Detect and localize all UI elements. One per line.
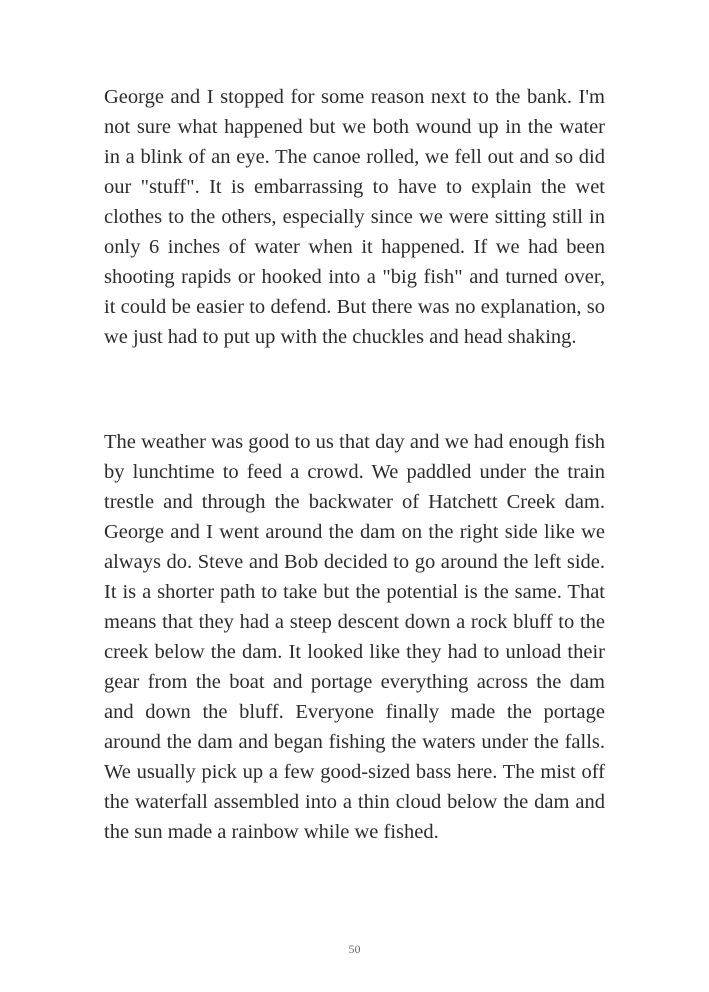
body-paragraph-1: George and I stopped for some reason next to the bank. I'm not sure what happened but we both wound up in the water in a blink of an eye. The canoe rolled, we fell out and so did our "stuff". It is embarrassing to have to explain the wet clothes to the others, especially since we were sitting still in only 6 inches of water when it happened. If we had been shooting rapids or hooked into a "big fish" and turned over, it could be easier to defend. But there was no explanation, so we just had to put up with the chuckles and head shaking. [104,86,605,348]
page-number: 50 [348,942,361,956]
body-paragraph-2: The weather was good to us that day and we had enough fish by lunchtime to feed a crowd. We paddled under the train trestle and through the backwater of Hatchett Creek dam. George and I went around the dam on the right side like we always do. Steve and Bob decided to go around the left side. It is a shorter path to take but the potential is the same. That means that they had a steep descent down a rock bluff to the creek below the dam. It looked like they had to unload their gear from the boat and portage everything across the dam and down the bluff. Everyone finally made the portage around the dam and began fishing the waters under the falls. We usually pick up a few good-sized bass here. The mist off the waterfall assembled into a thin cloud below the dam and the sun made a rainbow while we fished. [104,431,605,843]
